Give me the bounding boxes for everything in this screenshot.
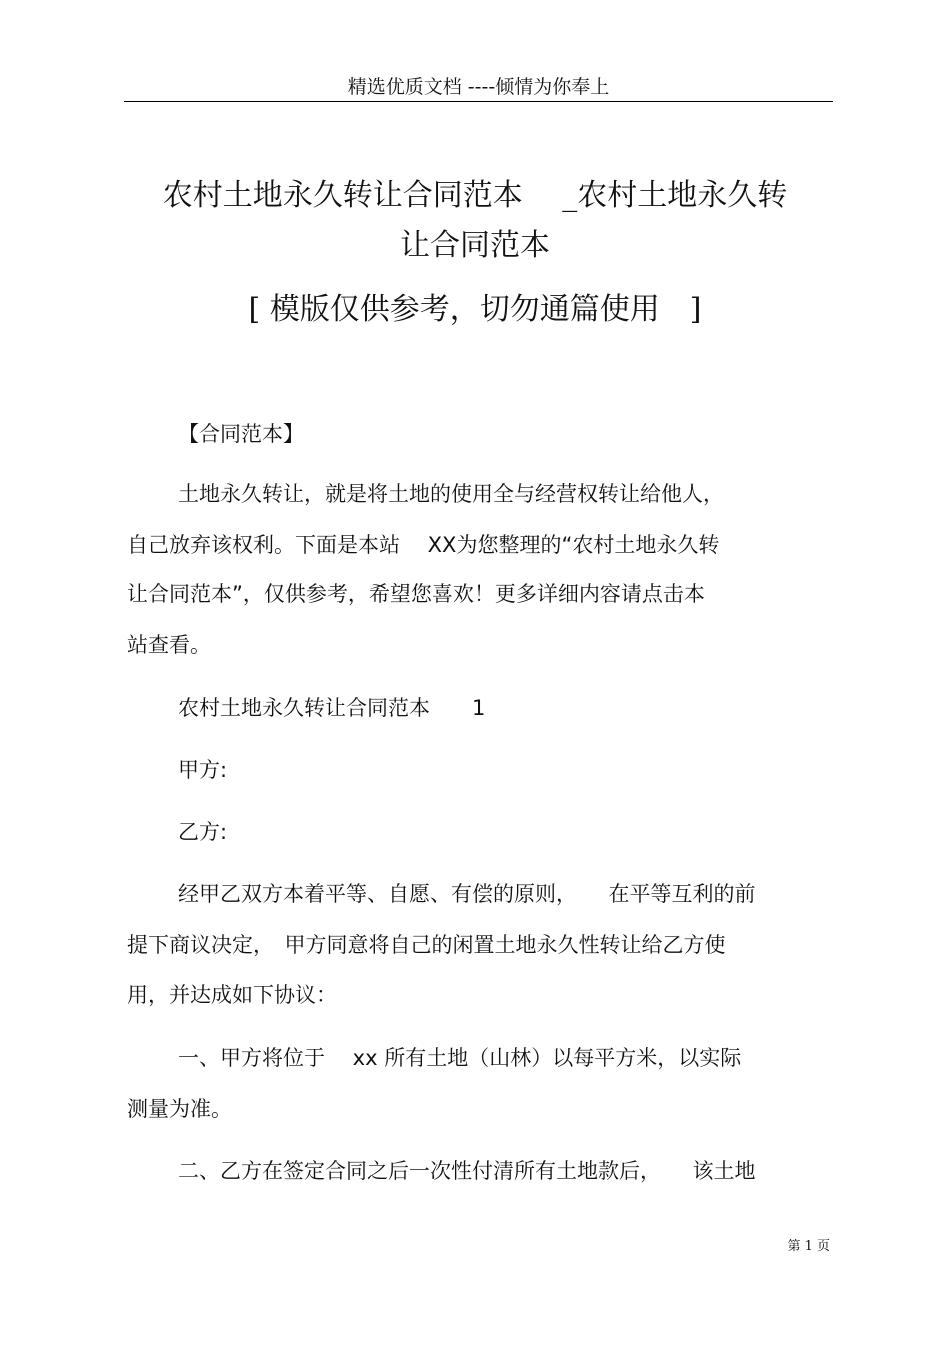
intro-line-4: 站查看。 xyxy=(127,633,211,657)
intro-line-2: 自己放弃该权利。下面是本站 XX为您整理的“农村土地永久转 xyxy=(127,533,720,557)
preamble-line-3: 用，并达成如下协议： xyxy=(127,983,337,1007)
intro-line-3: 让合同范本”，仅供参考，希望您喜欢！更多详细内容请点击本 xyxy=(127,582,705,606)
preamble-line-1: 经甲乙双方本着平等、自愿、有偿的原则， 在平等互利的前 xyxy=(178,882,756,906)
clause-2-line-1: 二、乙方在签定合同之后一次性付清所有土地款后， 该土地 xyxy=(178,1159,756,1183)
clause-1-line-2: 测量为准。 xyxy=(127,1097,232,1121)
intro-line-1: 土地永久转让，就是将土地的使用全与经营权转让给他人， xyxy=(178,482,724,506)
clause-1-line-1: 一、甲方将位于 xx 所有土地（山林）以每平方米，以实际 xyxy=(178,1046,742,1070)
document-title-line-1: 农村土地永久转让合同范本 _农村土地永久转 xyxy=(162,178,788,213)
page-number: 第 1 页 xyxy=(787,1239,830,1254)
page-header: 精选优质文档 ----倾情为你奉上 xyxy=(347,76,610,98)
section-label: 【合同范本】 xyxy=(178,422,304,446)
header-rule xyxy=(124,101,833,102)
document-title-line-2: 让合同范本 xyxy=(400,228,550,263)
contract-title: 农村土地永久转让合同范本 1 xyxy=(178,696,486,720)
document-subtitle: [ 模版仅供参考，切勿通篇使用 ] xyxy=(248,292,702,327)
party-b-label: 乙方: xyxy=(178,820,228,844)
party-a-label: 甲方: xyxy=(178,758,228,782)
preamble-line-2: 提下商议决定， 甲方同意将自己的闲置土地永久性转让给乙方使 xyxy=(127,933,726,957)
